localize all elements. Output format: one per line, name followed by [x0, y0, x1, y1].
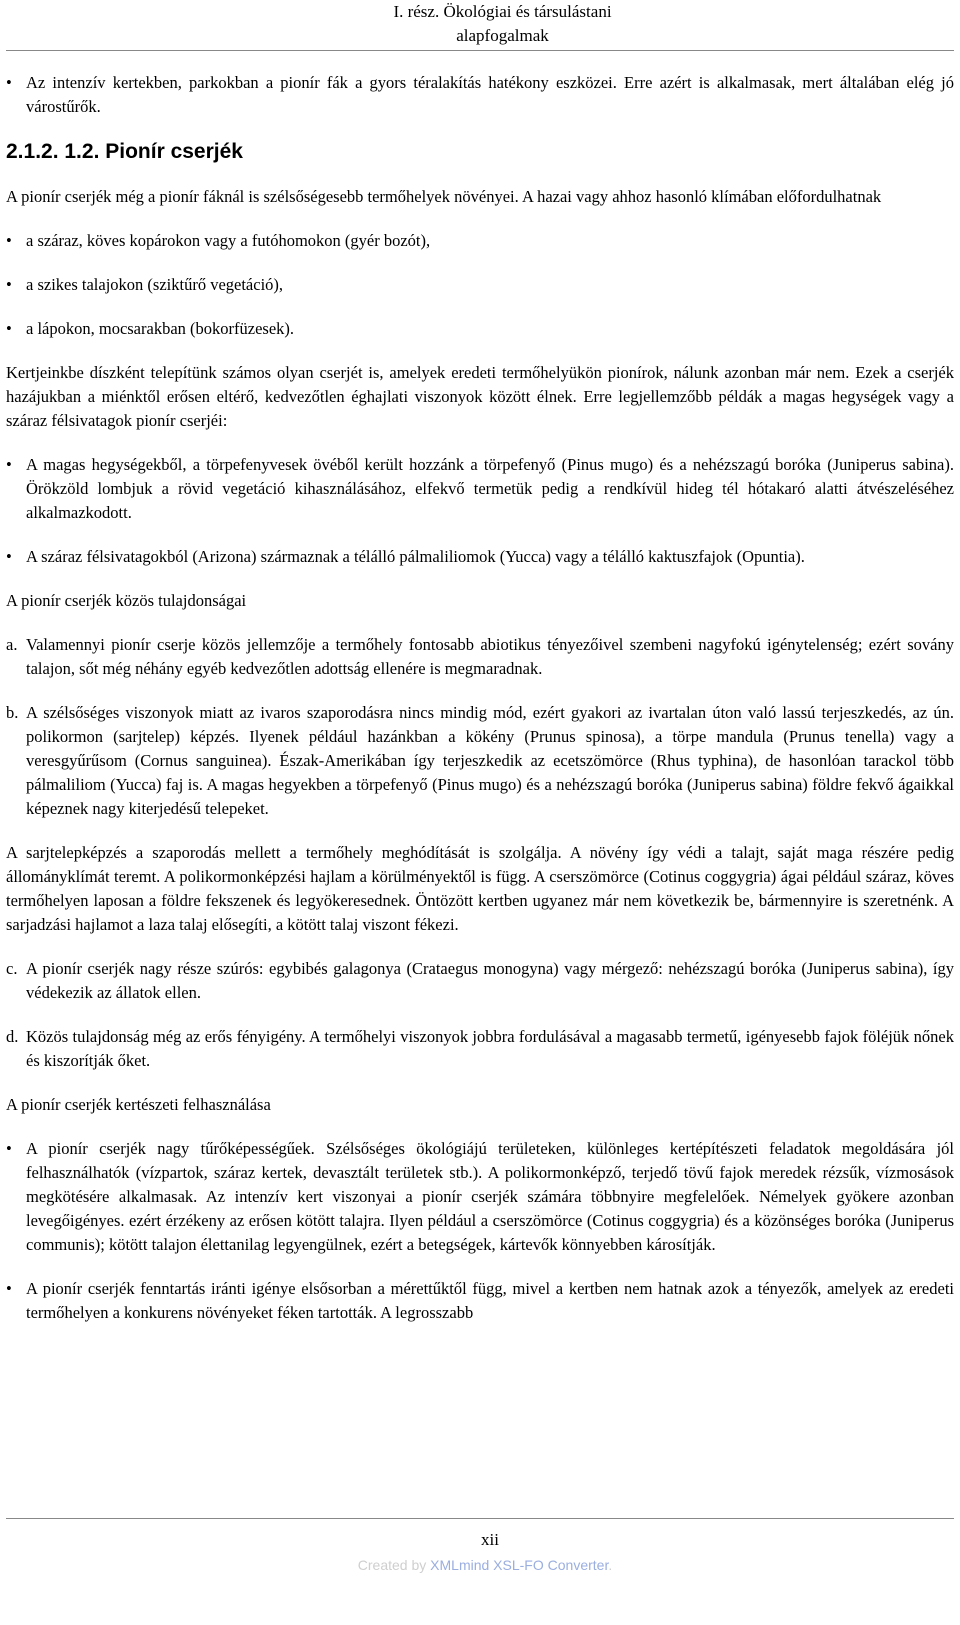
credit-brand-link[interactable]: XMLmind XSL-FO Converter [430, 1557, 609, 1573]
intro-bullet-list [6, 71, 954, 119]
list-item: • A száraz félsivatagokból (Arizona) származnak a télálló pálmaliliomok (Yucca) vagy a télálló kaktuszfajok (Opuntia). [6, 545, 954, 569]
page-number: xii [481, 1530, 499, 1549]
list-item [6, 701, 954, 821]
list-item-text: A pionír cserjék nagy része szúrós: egybibés galagonya (Crataegus monogyna) vagy mérgező: nehézszagú boróka (Juniperus sabina), így védekezik az állatok ellen. [26, 959, 954, 1002]
credit-prefix: Created by [357, 1557, 431, 1573]
list-item: • a szikes talajokon (sziktűrő vegetáció), [6, 273, 954, 297]
subheading: A pionír cserjék kertészeti felhasználása [6, 1095, 271, 1114]
list-item: • A magas hegységekből, a törpefenyvesek övéből került hozzánk a törpefenyő (Pinus mugo) és a nehézszagú boróka (Juniperus sabina). Örökzöld lombjuk a rövid vegetáció kihasználásához, elfekvő termetük pedig a rendkívül hideg tél hótakaró alatti átvészeléséhez alkalmazkodott. [6, 453, 954, 525]
list-marker: c. [6, 959, 18, 978]
section-heading: 2.1.2. 1.2. Pionír cserjék [6, 140, 243, 163]
converter-credit [0, 1553, 960, 1577]
list-item-text: A szélsőséges viszonyok miatt az ivaros szaporodásra nincs mindig mód, ezért gyakori az ivartalan úton való lassú terjeszkedés, az ún. polikormon (sarjtelep) képzés. Ilyenek például hazánkban a kökény (Prunus spinosa), a törpe mandula (Prunus tenella) vagy a veresgyűrűsom (Cornus sanguinea). Észak-Amerikában így terjeszkedik az ecetszömörce (Rhus typhina), de hasonlóan tarackol több pálmaliliom (Yucca) faj is. A magas hegyekben a törpefenyő (Pinus mugo) és a nehézszagú boróka (Juniperus sabina) földre fekvő ágaikkal képeznek nagy kiterjedésű telepeket. [26, 703, 954, 818]
properties-list [6, 633, 954, 821]
list-marker: a. [6, 635, 18, 654]
properties-list [6, 957, 954, 1073]
subheading: A pionír cserjék közös tulajdonságai [6, 591, 247, 610]
header-title-line1: I. rész. Ökológiai és társulástani [393, 2, 612, 21]
paragraph: Kertjeinkbe díszként telepítünk számos olyan cserjét is, amelyek eredeti termőhelyükön pionírok, nálunk azonban már nem. Ezek a cserjék hazájukban a miénktől erősen eltérő, kedvezőtlen éghajlati viszonyok között élnek. Erre legjellemzőbb példák a magas hegységek vagy a száraz félsivatagok pionír cserjéi: [6, 363, 954, 430]
list-item-text: Közös tulajdonság még az erős fényigény. A termőhelyi viszonyok jobbra fordulásával a magasabb termetű, igényesebb fajok föléjük nőnek és kiszorítják őket. [26, 1027, 954, 1070]
running-header [6, 0, 954, 48]
footer-rule [6, 1518, 954, 1519]
list-item [6, 1025, 954, 1073]
list-item [6, 633, 954, 681]
examples-list [6, 453, 954, 569]
list-item: • A pionír cserjék fenntartás iránti igénye elsősorban a mérettűktől függ, mivel a kertben nem hatnak azok a tényezők, amelyek az eredeti termőhelyen a konkurens növényeket féken tartották. A legrosszabb [6, 1277, 954, 1325]
list-item: • a lápokon, mocsarakban (bokorfüzesek). [6, 317, 954, 341]
list-marker: d. [6, 1027, 19, 1046]
paragraph: A sarjtelepképzés a szaporodás mellett a termőhely meghódítását is szolgálja. A növény így védi a talajt, saját maga részére pedig állományklímát teremt. A polikormonképzési hajlam a körülményektől is függ. A cserszömörce (Cotinus coggygria) ágai például száraz, köves termőhelyen laposan a földre fekszenek és legyökeresednek. Öntözött kertben ugyanez már nem következik be, bármennyire is szeretnénk. A sarjadzási hajlamot a laza talaj elősegíti, a kötött talaj viszont fékezi. [6, 843, 954, 934]
list-marker: b. [6, 703, 19, 722]
usage-list [6, 1137, 954, 1325]
list-item: • Az intenzív kertekben, parkokban a pionír fák a gyors téralakítás hatékony eszközei. Erre azért is alkalmasak, mert általában elég jó várostűrők. [6, 71, 954, 119]
paragraph: A pionír cserjék még a pionír fáknál is szélsőségesebb termőhelyek növényei. A hazai vagy ahhoz hasonló klímában előfordulhatnak [6, 187, 882, 206]
header-title-line2: alapfogalmak [456, 26, 549, 45]
page-content [6, 51, 954, 1325]
credit-suffix: . [608, 1557, 613, 1573]
list-item [6, 957, 954, 1005]
list-item: • a száraz, köves kopárokon vagy a futóhomokon (gyér bozót), [6, 229, 954, 253]
list-item: • A pionír cserjék nagy tűrőképességűek. Szélsőséges ökológiájú területeken, különleges kertépítészeti feladatok megoldására jól felhasználhatók (vízpartok, száraz kertek, devasztált területek stb.). A polikormonképző, terjedő tövű fajok meredek rézsűk, vízmosások megkötésére alkalmasak. Az intenzív kert viszonyai a pionír cserjék számára többnyire megfelelőek. Némelyek gyökere azonban levegőigényes. ezért érzékeny az erősen kötött talajra. Ilyen például a cserszömörce (Cotinus coggygria) és a közönséges boróka (Juniperus communis); kötött talajon élettanilag legyengülnek, ezért a betegségek, kártevők könnyebben károsítják. [6, 1137, 954, 1257]
list-item-text: Valamennyi pionír cserje közös jellemzője a termőhely fontosabb abiotikus tényezőivel szembeni nagyfokú igénytelenség; ezért sovány talajon, sőt még néhány egyéb kedvezőtlen adottság ellenére is megmaradnak. [26, 635, 954, 678]
habitat-list [6, 229, 954, 341]
